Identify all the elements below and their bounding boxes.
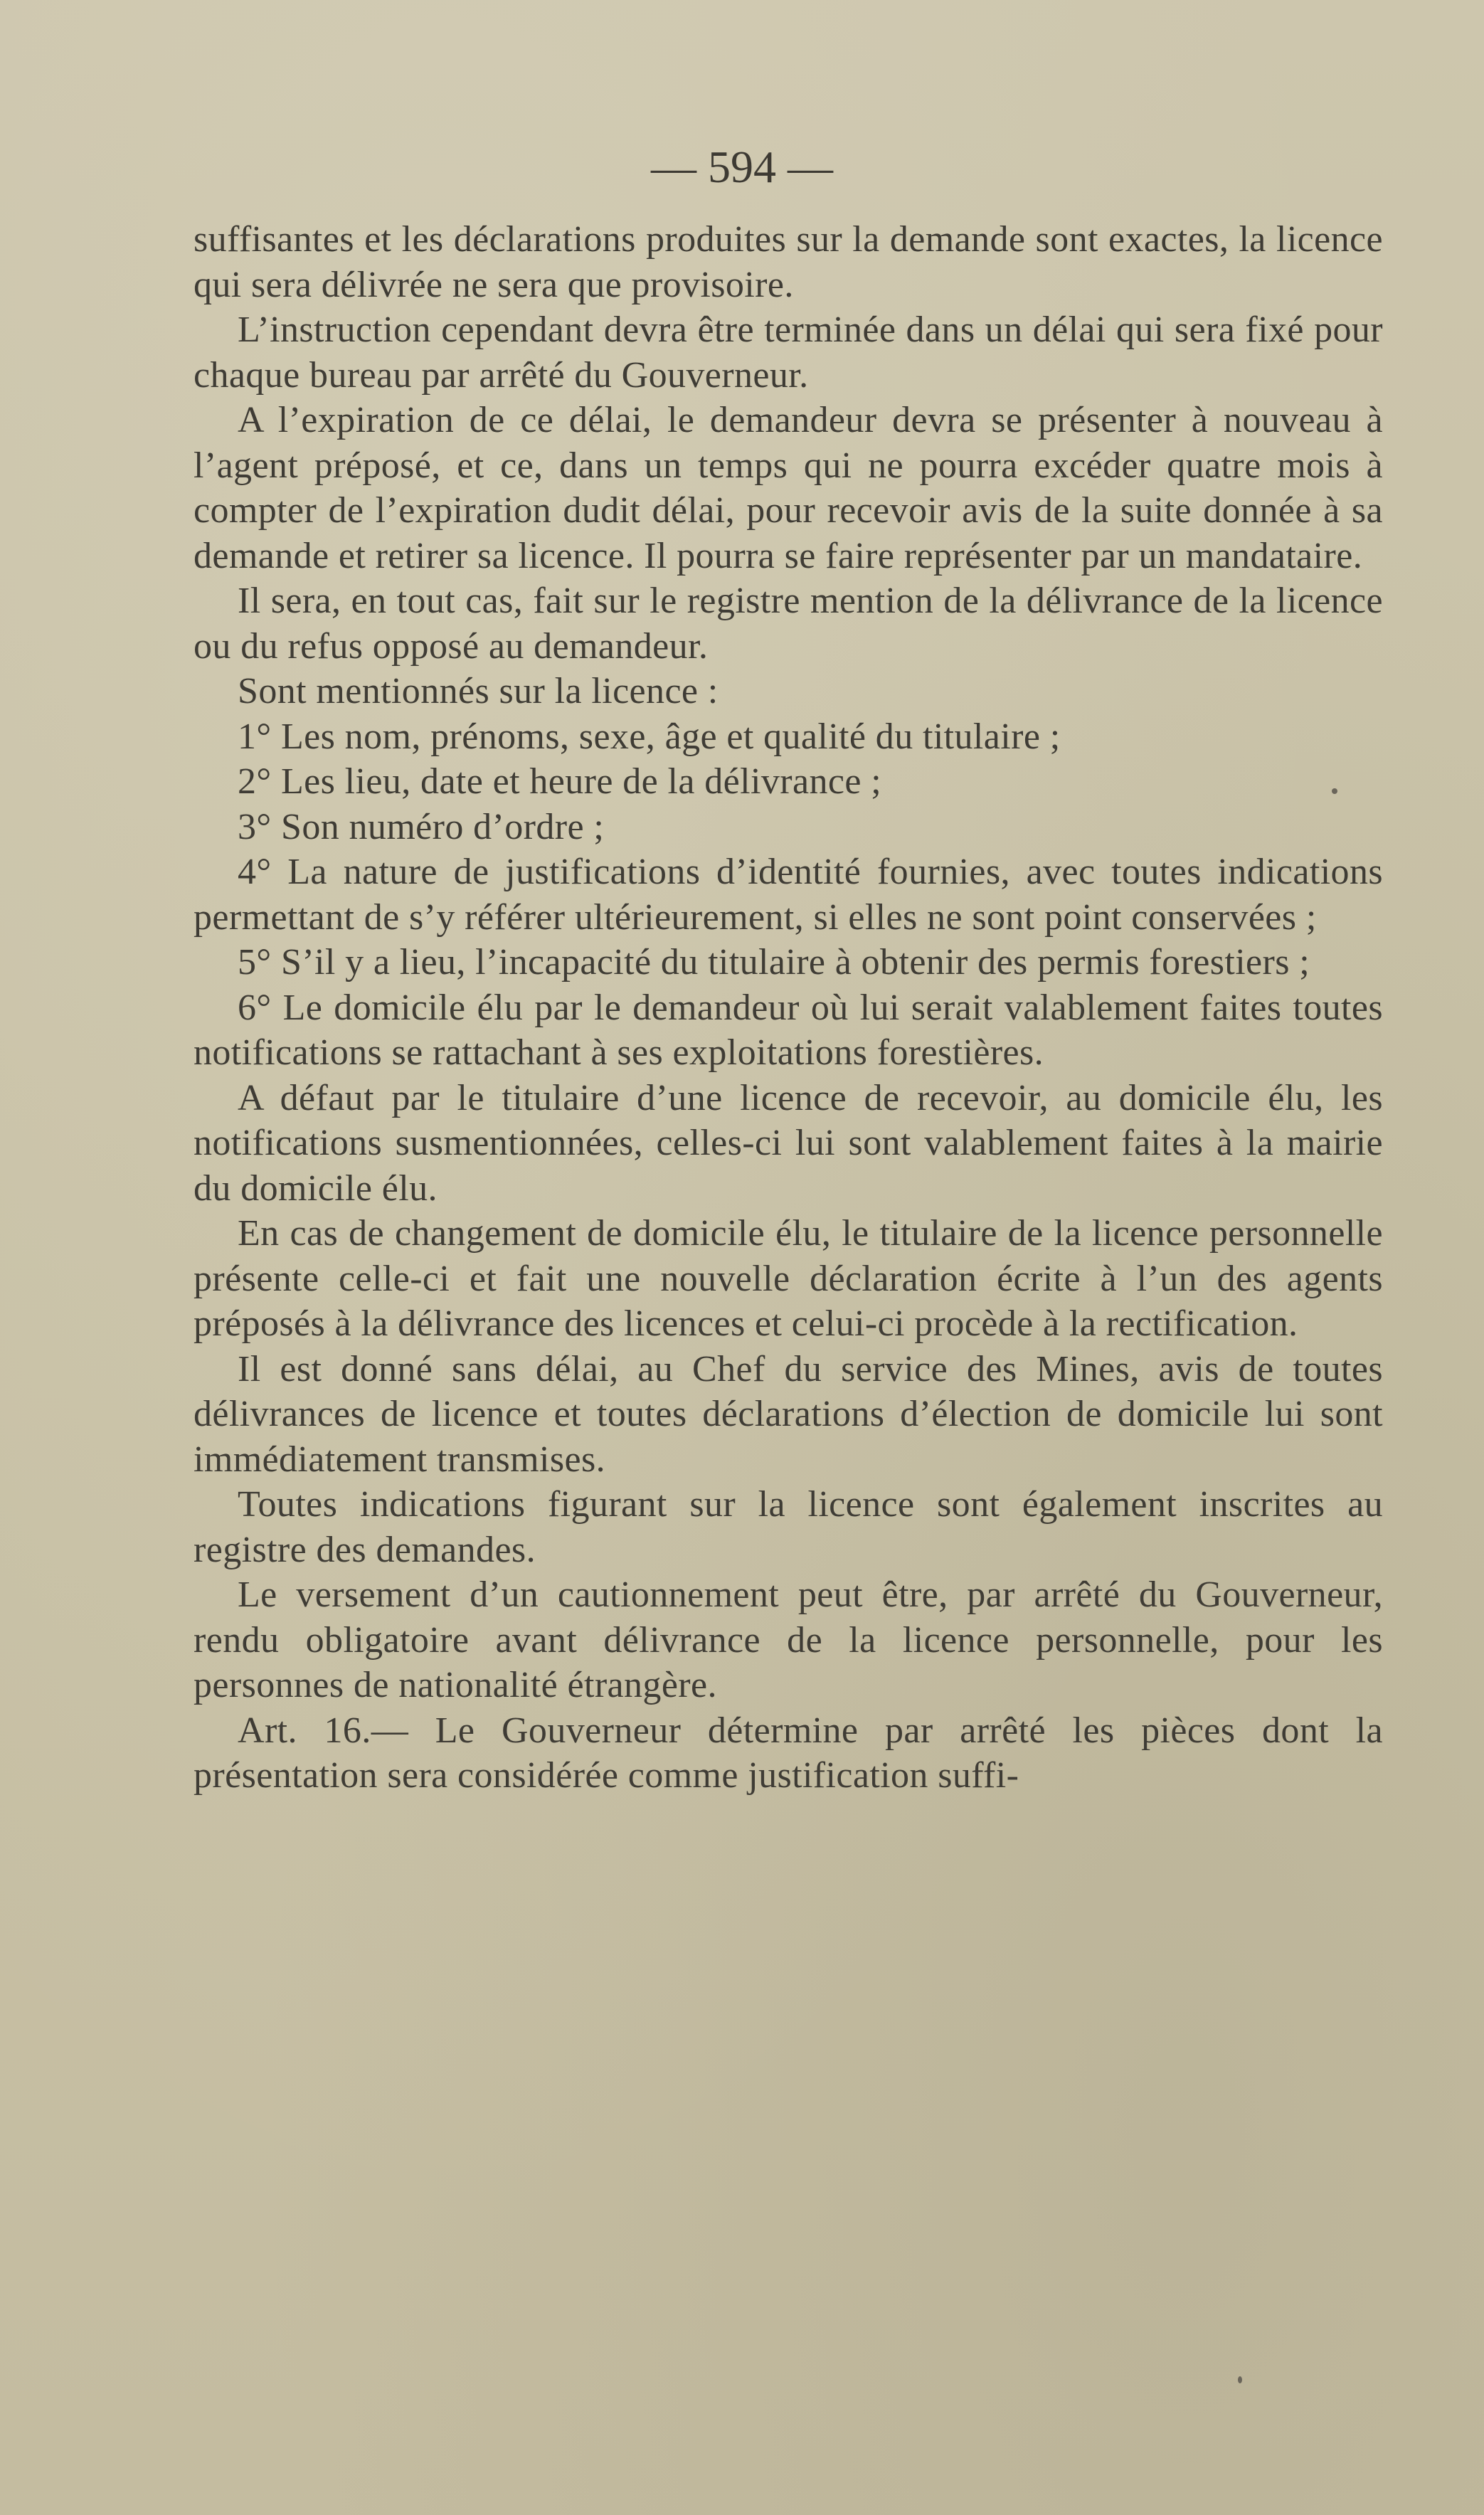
list-item: 3° Son numéro d’ordre ; xyxy=(238,806,605,847)
paragraph: suffisantes et les déclarations produites sur la demande sont exactes, la licence qui sera délivrée ne sera que provisoire. xyxy=(194,219,1383,305)
paragraph: A défaut par le titulaire d’une licence de recevoir, au domicile élu, les notifications susmentionnées, celles-ci lui sont valablement faites à la mairie du domicile élu. xyxy=(194,1077,1383,1209)
paragraph: Art. 16.— Le Gouverneur détermine par arrêté les pièces dont la présentation sera considérée comme justification suffi- xyxy=(194,1710,1383,1796)
list-item: 4° La nature de justifications d’identité fournies, avec toutes indications permettant de s’y référer ultérieurement, si elles ne sont point conservées ; xyxy=(194,852,1383,938)
list-item: 6° Le domicile élu par le demandeur où lui serait valablement faites toutes notifications se rattachant à ses exploitations forestières. xyxy=(194,987,1383,1073)
paragraph: Toutes indications figurant sur la licence sont également inscrites au registre des demandes. xyxy=(194,1484,1383,1570)
list-item: 5° S’il y a lieu, l’incapacité du titulaire à obtenir des permis forestiers ; xyxy=(238,942,1310,983)
paragraph: L’instruction cependant devra être terminée dans un délai qui sera fixé pour chaque bureau par arrêté du Gouverneur. xyxy=(194,309,1383,396)
ink-speck xyxy=(1332,788,1337,794)
list-item: 1° Les nom, prénoms, sexe, âge et qualité du titulaire ; xyxy=(238,716,1061,757)
page-number: — 594 — xyxy=(651,142,833,192)
paragraph: Il est donné sans délai, au Chef du service des Mines, avis de toutes délivrances de licence et toutes déclarations d’élection de domicile lui sont immédiatement transmises. xyxy=(194,1348,1383,1480)
ink-speck xyxy=(1238,2376,1242,2383)
paragraph: En cas de changement de domicile élu, le titulaire de la licence personnelle présente celle-ci et fait une nouvelle déclaration écrite à l’un des agents préposés à la délivrance des licences et celui-ci procède à la rectification. xyxy=(194,1213,1383,1344)
body-text xyxy=(194,217,1383,1799)
paragraph: Le versement d’un cautionnement peut être, par arrêté du Gouverneur, rendu obligatoire avant délivrance de la licence personnelle, pour les personnes de nationalité étrangère. xyxy=(194,1574,1383,1705)
list-item: 2° Les lieu, date et heure de la délivrance ; xyxy=(238,761,882,802)
paragraph: Il sera, en tout cas, fait sur le registre mention de la délivrance de la licence ou du refus opposé au demandeur. xyxy=(194,581,1383,667)
paragraph: Sont mentionnés sur la licence : xyxy=(238,671,719,711)
paragraph: A l’expiration de ce délai, le demandeur devra se présenter à nouveau à l’agent préposé, et ce, dans un temps qui ne pourra excéder quatre mois à compter de l’expiration dudit délai, pour recevoir avis de la suite donnée à sa demande et retirer sa licence. Il pourra se faire représenter par un mandataire. xyxy=(194,400,1383,576)
